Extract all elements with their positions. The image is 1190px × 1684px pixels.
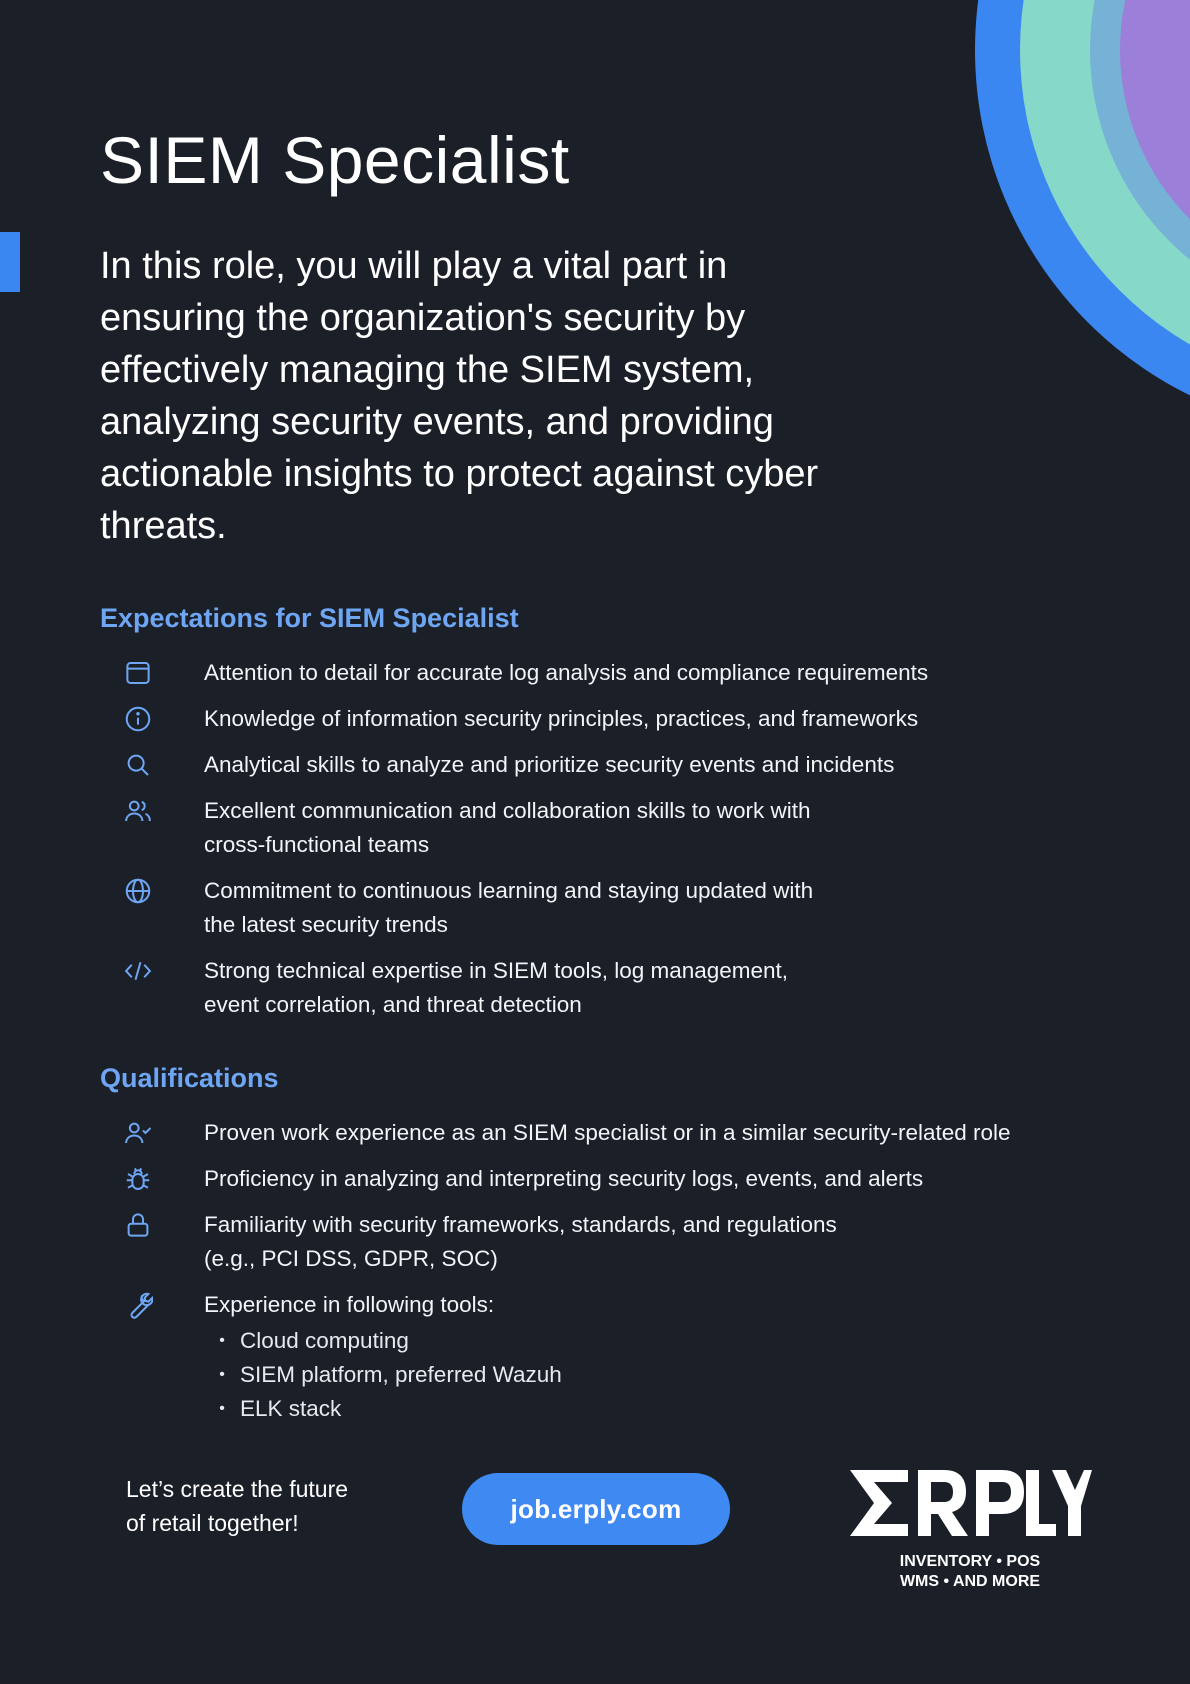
list-item (120, 1162, 1120, 1196)
globe-icon (120, 874, 156, 908)
qualifications-heading: Qualifications (100, 1063, 279, 1093)
list-item-text: Analytical skills to analyze and prioritize security events and incidents (204, 752, 895, 777)
page-title: SIEM Specialist (100, 123, 570, 197)
info-icon (120, 702, 156, 736)
code-icon (120, 954, 156, 988)
logo-subtitle: INVENTORY • POS WMS • AND MORE (899, 1553, 1041, 1590)
job-link-button[interactable]: job.erply.com (462, 1473, 730, 1545)
tagline: Let’s create the future of retail together! (126, 1476, 349, 1536)
erply-logo (848, 1468, 1092, 1538)
expectations-list (120, 656, 1120, 1034)
arc-blue (975, 0, 1190, 435)
intro-paragraph: In this role, you will play a vital part in ensuring the organization's security by effectively managing the SIEM system, analyzing security events, and providing actionable insights to protect against cyber threats. (100, 245, 819, 547)
sub-list-item: • Cloud computing (219, 1328, 409, 1353)
sub-list-item: • SIEM platform, preferred Wazuh (219, 1362, 562, 1387)
list-item-text: Familiarity with security frameworks, standards, and regulations (e.g., PCI DSS, GDPR, SOC) (204, 1212, 837, 1271)
list-item-text: Excellent communication and collaboration skills to work with cross-functional teams (204, 798, 811, 857)
user-check-icon (120, 1116, 156, 1150)
list-item (120, 656, 1120, 690)
edge-accent-bar (0, 232, 20, 292)
list-item-text: Proficiency in analyzing and interpreting security logs, events, and alerts (204, 1166, 924, 1191)
wrench-icon (120, 1288, 156, 1322)
tools-sublist (204, 1324, 562, 1426)
list-item-text: Proven work experience as an SIEM specialist or in a similar security-related role (204, 1120, 1011, 1145)
browser-window-icon (120, 656, 156, 690)
arc-purple (1120, 0, 1190, 290)
list-item (120, 794, 1120, 862)
sub-list-item: • ELK stack (219, 1396, 342, 1421)
list-item (120, 748, 1120, 782)
list-item (120, 954, 1120, 1022)
arc-teal (1020, 0, 1190, 390)
qualifications-list (120, 1116, 1120, 1438)
users-icon (120, 794, 156, 828)
list-item-text: Strong technical expertise in SIEM tools, log management, event correlation, and threat detection (204, 958, 789, 1017)
list-item (120, 1116, 1120, 1150)
list-item-text: Commitment to continuous learning and staying updated with the latest security trends (204, 878, 814, 937)
list-item-text: Knowledge of information security principles, practices, and frameworks (204, 706, 919, 731)
lock-icon (120, 1208, 156, 1242)
list-item (120, 1208, 1120, 1276)
list-item (120, 1288, 1120, 1426)
list-item (120, 874, 1120, 942)
bug-icon (120, 1162, 156, 1196)
arc-light-blue (1090, 0, 1190, 320)
list-item-text: Experience in following tools: • Cloud computing • SIEM platform, preferred Wazuh • ELK stack (204, 1288, 562, 1426)
expectations-heading: Expectations for SIEM Specialist (100, 603, 519, 633)
list-item-text: Attention to detail for accurate log analysis and compliance requirements (204, 660, 929, 685)
list-item (120, 702, 1120, 736)
search-icon (120, 748, 156, 782)
